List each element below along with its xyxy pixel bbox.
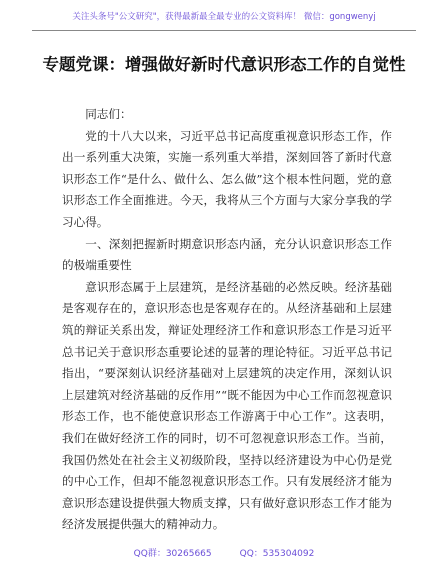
section-heading-1: 一、深刻把握新时期意识形态内涵，充分认识意识形态工作的极端重要性 [62,236,392,273]
document-title: 专题党课：增强做好新时代意识形态工作的自觉性 [42,55,406,74]
header-divider [32,30,416,31]
footer-qq-group: QQ群：30265665 [133,549,212,559]
greeting: 同志们： [85,107,132,121]
header-banner: 关注头条号"公文研究"，获得最新最全最专业的公文资料库！ 微信：gongwenyj [72,12,376,22]
paragraph-section-1: 意识形态属于上层建筑，是经济基础的必然反映。经济基础是客观存在的，意识形态也是客观存在的。从经济基础和上层建筑的辩证关系出发，辩证处理经济工作和意识形态工作是习近平总书记关于意识形态重要论述的显著的理论特征。习近平总书记指出，“要深刻认识经济基础对上层建筑的决定作用，深刻认识上层建筑对经济基础的反作用”“既不能因为中心工作而忽视意识形态工作，也不能使意识形态工作游离于中心工作”。这表明，我们在做好经济工作的同时，切不可忽视意识形态工作。当前，我国仍然处在社会主义初级阶段，坚持以经济建设为中心仍是党的中心工作，但却不能忽视意识形态工作。只有发展经济才能为意识形态建设提供强大物质支撑，只有做好意识形态工作才能为经济发展提供强大的精神动力。 [62,279,392,532]
footer-qq: QQ：535304092 [239,549,315,559]
document-body [62,104,392,536]
paragraph-intro: 党的十八大以来，习近平总书记高度重视意识形态工作，作出一系列重大决策，实施一系列重大举措，深刻回答了新时代意识形态工作“是什么、做什么、怎么做”这个根本性问题，党的意识形态工作全面推进。今天，我将从三个方面与大家分享我的学习心得。 [62,128,392,229]
footer-contact [0,546,448,559]
